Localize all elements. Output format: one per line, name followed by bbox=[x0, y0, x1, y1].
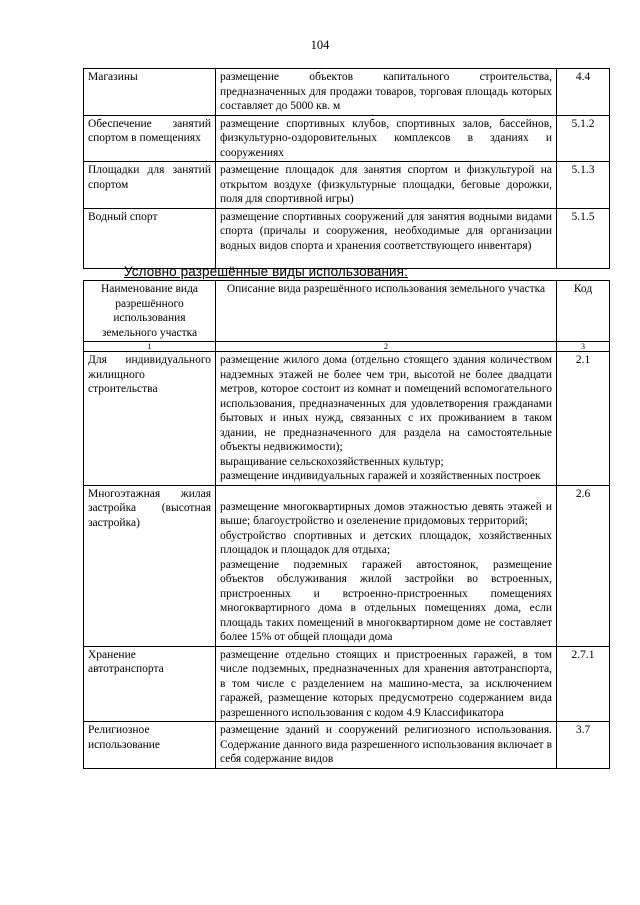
use-code-cell: 5.1.5 bbox=[557, 208, 610, 268]
description-paragraph: размещение индивидуальных гаражей и хозяйственных построек bbox=[220, 470, 541, 482]
use-description-cell: размещение спортивных сооружений для занятия водными видами спорта (причалы и сооружения, необходимые для организации водных видов спорта и хранения соответствующего инвентаря) bbox=[216, 208, 557, 268]
use-code-cell: 3.7 bbox=[557, 722, 610, 769]
use-name-cell: Площадки для занятий спортом bbox=[84, 162, 216, 209]
table-row bbox=[84, 722, 610, 769]
table-row bbox=[84, 69, 610, 116]
use-description-cell: размещение площадок для занятия спортом и физкультурой на открытом воздухе (физкультурные площадки, беговые дорожки, поля для спортивной игры) bbox=[216, 162, 557, 209]
description-paragraph: размещение зданий и сооружений религиозного использования. Содержание данного вида разрешенного использования включает в себя содержание видов bbox=[220, 724, 552, 765]
permitted-uses-table-continued bbox=[83, 68, 610, 269]
table-header-row bbox=[84, 281, 610, 342]
section-heading: Условно разрешённые виды использования: bbox=[124, 264, 408, 279]
use-name-cell: Многоэтажная жилая застройка (высотная застройка) bbox=[84, 485, 216, 646]
table-row bbox=[84, 115, 610, 162]
description-paragraph: размещение отдельно стоящих и пристроенных гаражей, в том числе подземных, предназначенных для хранения автотранспорта, в том числе с разделением на машино-места, за исключением гаражей, размещение которых предусмотрено содержанием вида разрешенного использования с кодом 4.9 Классификатора bbox=[220, 648, 552, 719]
use-name-cell: Хранение автотранспорта bbox=[84, 646, 216, 722]
use-code-cell: 2.1 bbox=[557, 352, 610, 486]
use-code-cell: 2.6 bbox=[557, 485, 610, 646]
description-paragraph: размещение жилого дома (отдельно стоящего здания количеством надземных этажей не более чем три, высотой не более двадцати метров, которое состоит из комнат и помещений вспомогательного использования, предназначенных для удовлетворения гражданами бытовых и иных нужд, связанных с их проживанием в таком здании, не предназначенного для раздела на самостоятельные объекты недвижимости); bbox=[220, 354, 552, 453]
use-name-cell: Для индивидуального жилищного строительства bbox=[84, 352, 216, 486]
column-number: 1 bbox=[84, 342, 216, 352]
use-description-cell: размещение объектов капитального строительства, предназначенных для продажи товаров, торговая площадь которых составляет до 5000 кв. м bbox=[216, 69, 557, 116]
header-code-cell: Код bbox=[557, 281, 610, 342]
use-code-cell: 2.7.1 bbox=[557, 646, 610, 722]
use-description-cell bbox=[216, 352, 557, 486]
use-description-cell: размещение спортивных клубов, спортивных залов, бассейнов, физкультурно-оздоровительных комплексов в зданиях и сооружениях bbox=[216, 115, 557, 162]
conditionally-permitted-uses-table bbox=[83, 280, 610, 769]
description-paragraph: размещение подземных гаражей автостоянок, размещение объектов обслуживания жилой застройки во встроенных, пристроенных и встроенно-пристроенных помещениях многоквартирного дома в отдельных помещениях дома, если площадь таких помещений в многоквартирном доме не составляет более 15% от общей площади дома bbox=[220, 558, 552, 643]
use-name-cell: Религиозное использование bbox=[84, 722, 216, 769]
header-description-cell: Описание вида разрешённого использования земельного участка bbox=[216, 281, 557, 342]
description-paragraph: обустройство спортивных и детских площадок, хозяйственных площадок и площадок для отдыха; bbox=[220, 529, 552, 556]
column-number-row bbox=[84, 342, 610, 352]
description-paragraph: размещение многоквартирных домов этажностью девять этажей и выше; благоустройство и озеленение придомовых территорий; bbox=[220, 500, 552, 527]
table-row bbox=[84, 485, 610, 646]
use-name-cell: Обеспечение занятий спортом в помещениях bbox=[84, 115, 216, 162]
description-paragraph: выращивание сельскохозяйственных культур; bbox=[220, 455, 444, 468]
use-name-cell: Магазины bbox=[84, 69, 216, 116]
table-row bbox=[84, 208, 610, 268]
use-description-cell bbox=[216, 646, 557, 722]
column-number: 2 bbox=[216, 342, 557, 352]
use-description-cell bbox=[216, 485, 557, 646]
table-row bbox=[84, 162, 610, 209]
use-code-cell: 5.1.3 bbox=[557, 162, 610, 209]
table-row bbox=[84, 646, 610, 722]
page-number: 104 bbox=[310, 38, 330, 52]
use-code-cell: 4.4 bbox=[557, 69, 610, 116]
use-name-cell: Водный спорт bbox=[84, 208, 216, 268]
use-description-cell bbox=[216, 722, 557, 769]
use-code-cell: 5.1.2 bbox=[557, 115, 610, 162]
table-row bbox=[84, 352, 610, 486]
header-name-cell: Наименование вида разрешённого использования земельного участка bbox=[84, 281, 216, 342]
column-number: 3 bbox=[557, 342, 610, 352]
